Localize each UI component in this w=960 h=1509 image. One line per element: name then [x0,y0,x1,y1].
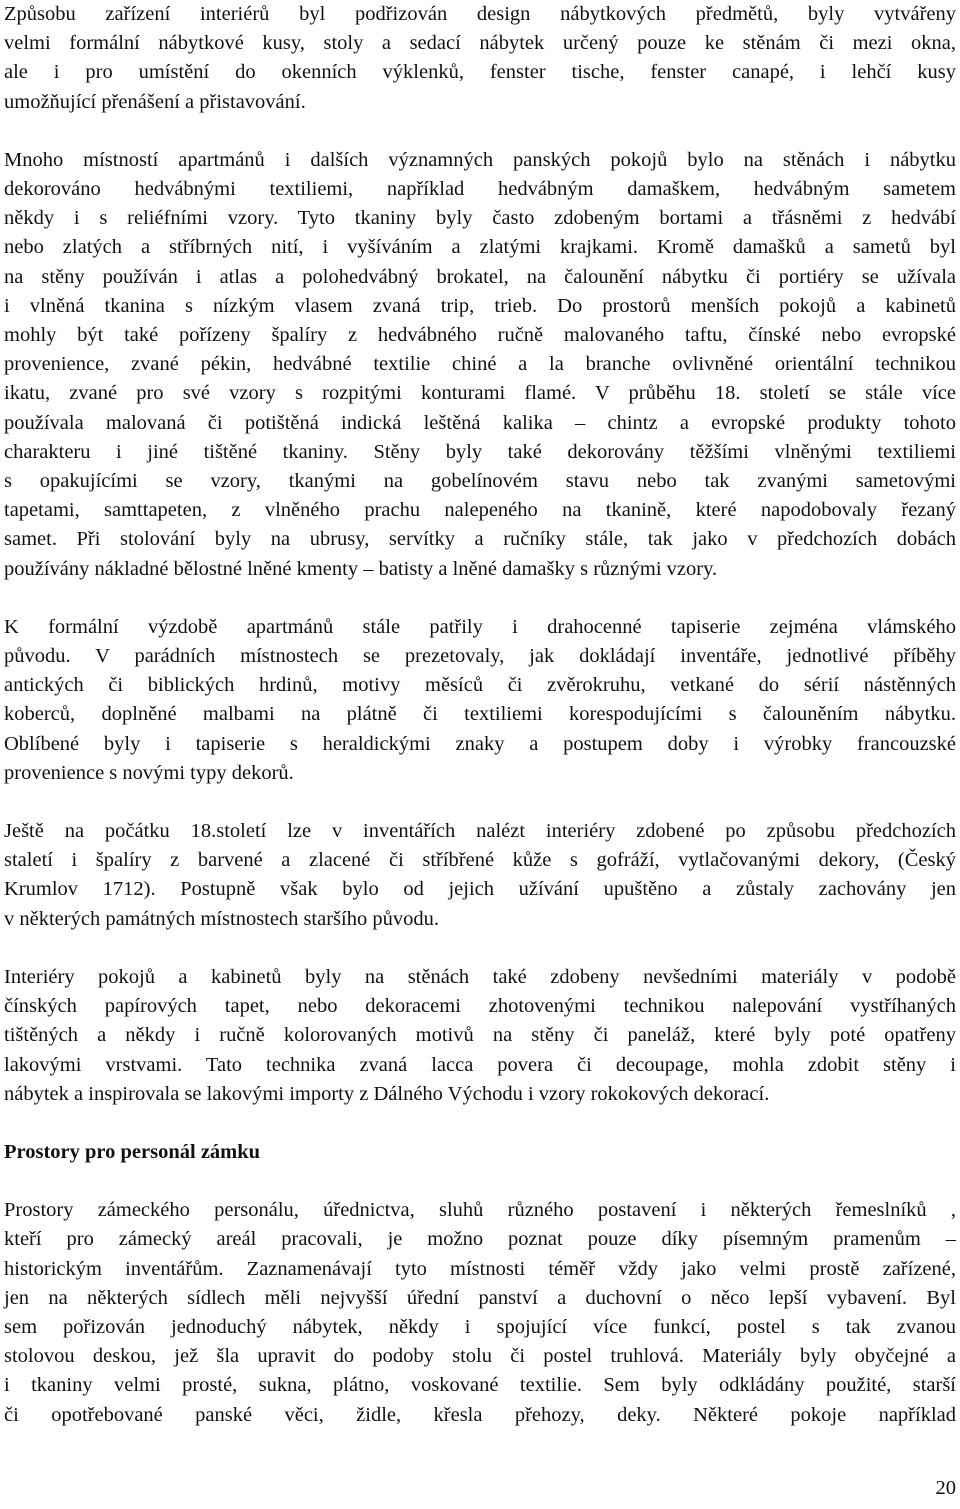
text-line: samet. Při stolování byly na ubrusy, servítky a ručníky stále, tak jako v předchozích dobách [4,528,956,551]
text-line: i tkaniny velmi prosté, sukna, plátno, voskované textilie. Sem byly odkládány použité, starší [4,1374,956,1397]
text-line: nábytek a inspirovala se lakovými importy z Dálného Východu i vzory rokokových dekorací. [4,1082,770,1105]
text-line: lakovými vrstvami. Tato technika zvaná lacca povera či decoupage, mohla zdobit stěny i [4,1053,956,1076]
text-line: koberců, doplněné malbami na plátně či textiliemi korespodujícími s čalouněním nábytku. [4,703,956,726]
paragraph-spacer [4,1167,956,1196]
text-line: nebo zlatých a stříbrných nití, i vyšíváním a zlatými krajkami. Kromě damašků a sametů byl [4,236,956,259]
text-line: či opotřebované panské věci, židle, křesla přehozy, deky. Některé pokoje například [4,1403,956,1426]
text-line: původu. V parádních místnostech se prezetovaly, jak dokládají inventáře, jednotlivé příběhy [4,645,956,668]
document-page [4,0,956,1430]
text-line: stolovou deskou, jež šla upravit do podoby stolu či postel truhlová. Materiály byly obyčejné a [4,1345,956,1368]
section-heading: Prostory pro personál zámku [4,1140,261,1163]
text-line: provenience, zvané pékin, hedvábné textilie chiné a la branche ovlivněné orientální technikou [4,353,956,376]
text-line: umožňující přenášení a přistavování. [4,90,306,113]
text-line: tištěných a někdy i ručně kolorovaných motivů na stěny či paneláž, které byly poté opatřeny [4,1024,956,1047]
page-number: 20 [935,1477,956,1499]
paragraph-spacer [4,934,956,963]
paragraph-furniture-design [4,0,956,117]
text-line: antických či biblických hrdinů, motivy měsíců či zvěrokruhu, vetkané do sérií nástěnných [4,674,956,697]
text-line: používala malovaná či potištěná indická leštěná kalika – chintz a evropské produkty tohoto [4,411,956,434]
paragraph-spacer [4,584,956,613]
text-line: mohly být také pořízeny špalíry z hedvábného ručně malovaného taftu, čínské nebo evropské [4,324,956,347]
text-line: používány nákladné bělostné lněné kmenty – batisty a lněné damašky s různými vzory. [4,557,718,580]
text-line: Oblíbené byly i tapiserie s heraldickými znaky a postupem doby i výrobky francouzské [4,732,956,755]
text-line: tapetami, samttapeten, z vlněného prachu nalepeného na tkanině, které napodobovaly řezaný [4,499,956,522]
paragraph-tapestries [4,613,956,788]
paragraph-spacer [4,1109,956,1138]
paragraph-leather-wallcoverings [4,817,956,934]
paragraph-silk-textiles [4,146,956,584]
text-line: Prostory zámeckého personálu, úřednictva, sluhů různého postavení i některých řemeslníků , [4,1199,956,1222]
text-line: někdy i s reliéfními vzory. Tyto tkaniny byly často zdobeným bortami a třásněmi z hedvábí [4,207,956,230]
text-line: v některých památných místnostech staršího původu. [4,907,439,930]
text-line: s opakujícími se vzory, tkanými na gobelínovém stavu nebo tak zvanými sametovými [4,470,956,493]
text-line: provenience s novými typy dekorů. [4,761,294,784]
text-line: sem pořizován jednoduchý nábytek, někdy i spojující více funkcí, postel s tak zvanou [4,1315,956,1338]
text-line: Mnoho místností apartmánů i dalších významných panských pokojů bylo na stěnách i nábytku [4,148,956,171]
text-line: Ještě na počátku 18.století lze v inventářích nalézt interiéry zdobené po způsobu předchozích [4,820,956,843]
text-line: jen na některých sídlech měli nejvyšší úřední panství a duchovní o něco lepší vybavení. Byl [4,1286,956,1309]
text-line: charakteru i jiné tištěné tkaniny. Stěny byly také dekorovány těžšími vlněnými textiliemi [4,440,956,463]
text-line: Krumlov 1712). Postupně však bylo od jejich užívání upuštěno a zůstaly zachovány jen [4,878,956,901]
text-line: i vlněná tkanina s nízkým vlasem zvaná trip, trieb. Do prostorů menších pokojů a kabinetů [4,294,956,317]
paragraph-chinese-wallpapers [4,963,956,1109]
text-line: historickým inventářům. Zaznamenávají tyto místnosti téměř vždy jako velmi prostě zařízené, [4,1257,956,1280]
text-line: K formální výzdobě apartmánů stále patřily i drahocenné tapiserie zejména vlámského [4,615,956,638]
paragraph-spacer [4,788,956,817]
text-line: čínských papírových tapet, nebo dekoracemi zhotovenými technikou nalepování vystříhaných [4,995,956,1018]
text-line: dekorováno hedvábnými textiliemi, například hedvábným damaškem, hedvábným sametem [4,178,956,201]
paragraph-spacer [4,117,956,146]
paragraph-staff-rooms [4,1196,956,1430]
text-line: ikatu, zvané pro své vzory s rozpitými konturami flamé. V průběhu 18. století se stále více [4,382,956,405]
text-line: na stěny používán i atlas a polohedvábný brokatel, na čalounění nábytku či portiéry se užívala [4,265,956,288]
text-line: kteří pro zámecký areál pracovali, je možno poznat pouze díky písemným pramenům – [4,1228,956,1251]
text-line: Interiéry pokojů a kabinetů byly na stěnách také zdobeny nevšedními materiály v podobě [4,965,956,988]
text-line: staletí i špalíry z barvené a zlacené či stříbřené kůže s gofráží, vytlačovanými dekory, (Český [4,849,956,872]
text-line: ale i pro umístění do okenních výklenků, fenster tische, fenster canapé, i lehčí kusy [4,61,956,84]
text-line: Způsobu zařízení interiérů byl podřizován design nábytkových předmětů, byly vytvářeny [4,3,956,25]
text-line: velmi formální nábytkové kusy, stoly a sedací nábytek určený pouze ke stěnám či mezi okna, [4,32,956,55]
